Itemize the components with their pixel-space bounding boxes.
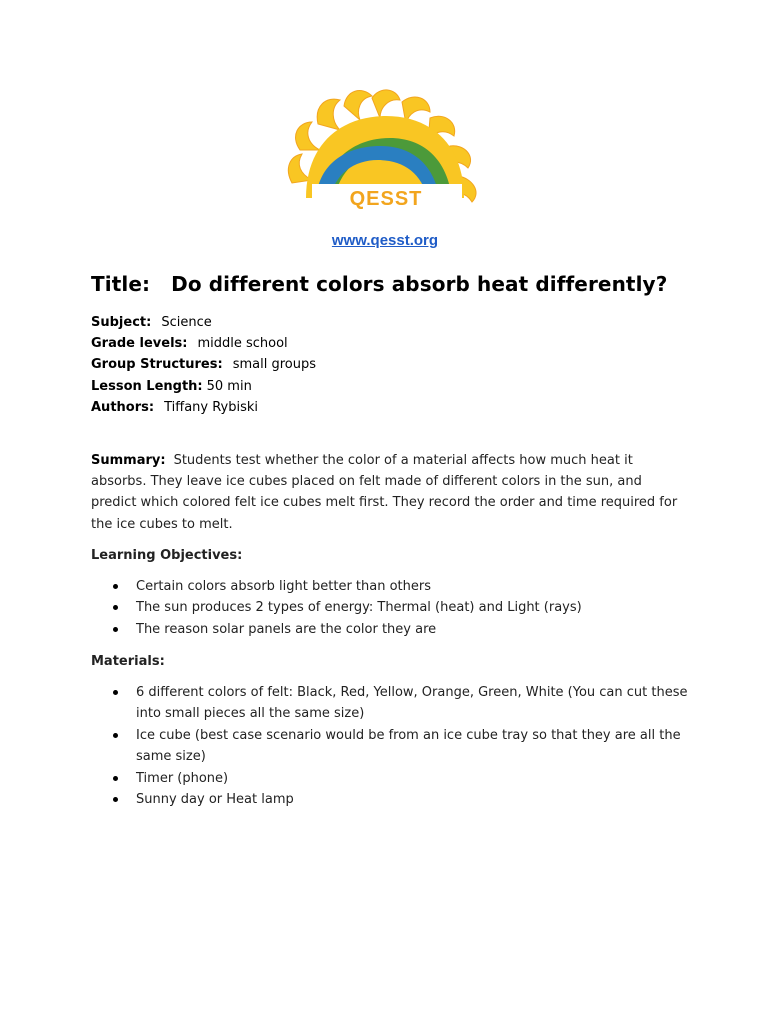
summary-paragraph	[91, 450, 691, 535]
list-item	[91, 768, 691, 789]
bullet-icon	[113, 776, 118, 781]
meta-value: 50 min	[206, 378, 252, 394]
list-item	[91, 597, 691, 618]
list-item-text: 6 different colors of felt: Black, Red, Yellow, Orange, Green, White (You can cut these into small pieces all the same size)	[136, 685, 688, 722]
bullet-icon	[113, 797, 118, 802]
list-item-text: Ice cube (best case scenario would be from an ice cube tray so that they are all the same size)	[136, 727, 681, 765]
meta-key: Subject:	[91, 315, 152, 330]
materials-list	[91, 682, 691, 810]
page-title	[91, 272, 667, 296]
summary-label: Summary:	[91, 453, 166, 468]
list-item-text: Timer (phone)	[136, 770, 229, 786]
title-label: Title:	[91, 272, 151, 296]
website-link[interactable]: www.qesst.org	[331, 232, 439, 249]
bullet-icon	[113, 627, 118, 632]
meta-value: Science	[161, 315, 212, 330]
list-item	[91, 725, 691, 768]
meta-value: small groups	[232, 357, 316, 373]
meta-lesson-length	[91, 376, 316, 397]
meta-grade-levels	[91, 333, 316, 354]
meta-key: Authors:	[91, 399, 155, 415]
materials-heading: Materials:	[91, 654, 165, 669]
list-item-text: Certain colors absorb light better than others	[136, 579, 432, 594]
lesson-meta	[91, 312, 316, 418]
meta-authors	[91, 397, 316, 418]
bullet-icon	[113, 584, 118, 589]
list-item-text: Sunny day or Heat lamp	[136, 792, 294, 808]
bullet-icon	[113, 690, 118, 695]
meta-key: Grade levels:	[91, 336, 188, 352]
meta-value: Tiffany Rybiski	[164, 399, 259, 415]
title-text: Do different colors absorb heat differently?	[171, 272, 668, 296]
meta-group-structures	[91, 354, 316, 375]
qesst-logo	[282, 88, 492, 218]
sun-logo-icon	[282, 88, 492, 218]
list-item-text: The sun produces 2 types of energy: Thermal (heat) and Light (rays)	[136, 600, 582, 616]
list-item	[91, 682, 691, 725]
list-item	[91, 619, 691, 640]
meta-key: Group Structures:	[91, 357, 223, 373]
meta-value: middle school	[197, 336, 288, 352]
list-item	[91, 576, 691, 597]
logo-wordmark: QESST	[349, 188, 423, 210]
objectives-list	[91, 576, 691, 640]
meta-key: Lesson Length:	[91, 378, 203, 394]
objectives-heading: Learning Objectives:	[91, 548, 243, 563]
meta-subject	[91, 312, 316, 333]
summary-text: Students test whether the color of a material affects how much heat it absorbs. They leave ice cubes placed on felt made of different colors in the sun, and predict which colored felt ice cubes melt first. They record the order and time required for the ice cubes to melt.	[91, 453, 678, 532]
list-item	[91, 789, 691, 810]
list-item-text: The reason solar panels are the color they are	[136, 621, 437, 637]
bullet-icon	[113, 733, 118, 738]
bullet-icon	[113, 605, 118, 610]
